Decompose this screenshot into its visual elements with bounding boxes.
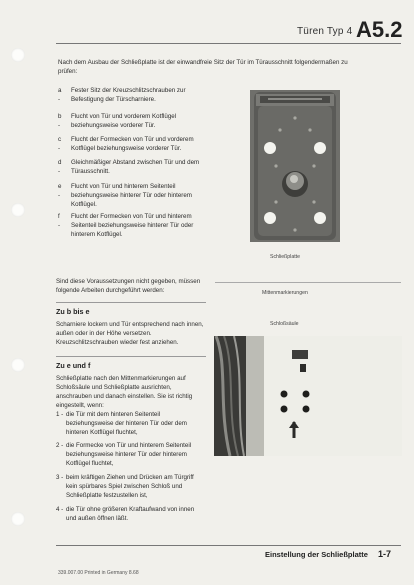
- footer-title: Einstellung der Schließplatte: [265, 550, 368, 559]
- page-number: 1-7: [378, 549, 392, 559]
- section-title: Türen Typ 4: [297, 26, 353, 37]
- list-text: Flucht der Formecken von Tür und vorderem Kotflügel beziehungsweise vorderer Tür.: [71, 136, 194, 152]
- lock-pillar-photo: [214, 336, 402, 456]
- page-header: [0, 0, 414, 50]
- section-paragraph: Schließplatte nach den Mittenmarkierungen auf Schloßsäule und Schließplatte ausrichten, anschrauben und danach einstellen. Sie ist richtig eingestellt, wenn:: [56, 375, 193, 409]
- step-number: 4 -: [56, 506, 64, 513]
- print-info: 339.007.00 Printed in Germany 8.68: [58, 570, 139, 576]
- step-number: 3 -: [56, 474, 64, 481]
- section-divider: [56, 302, 206, 303]
- section-code: A5.2: [356, 17, 403, 42]
- list-marker: c -: [58, 136, 62, 152]
- list-marker: a -: [58, 87, 62, 103]
- step-text: beim kräftigen Ziehen und Drücken am Türgriff kein spürbares Spiel zwischen Schloß und Schließplatte festzustellen ist,: [66, 474, 194, 499]
- list-text: Flucht von Tür und vorderem Kotflügel beziehungsweise vorderer Tür.: [71, 113, 177, 129]
- list-marker: f -: [58, 213, 61, 229]
- intro-paragraph: Nach dem Ausbau der Schließplatte ist der einwandfreie Sitz der Tür im Türausschnitt folgendermaßen zu prüfen:: [58, 59, 348, 75]
- list-marker: b -: [58, 113, 62, 129]
- header-divider: [56, 43, 401, 44]
- step-text: die Tür ohne größeren Kraftaufwand von innen und außen öffnen läßt.: [66, 506, 195, 522]
- list-text: Fester Sitz der Kreuzschlitzschrauben zur Befestigung der Türscharniere.: [71, 87, 186, 103]
- punch-hole: [11, 512, 25, 526]
- step-text: die Tür mit dem hinteren Seitenteil beziehungsweise der hinteren Tür oder dem hinteren Kotflügel fluchtet,: [66, 411, 187, 436]
- conditions-paragraph: Sind diese Voraussetzungen nicht gegeben, müssen folgende Arbeiten durchgeführt werden:: [56, 278, 201, 294]
- footer-divider: [56, 545, 401, 546]
- punch-hole: [11, 48, 25, 62]
- list-marker: e -: [58, 183, 62, 199]
- section-paragraph: Scharniere lockern und Tür entsprechend nach innen, außen oder in der Höhe versetzen. Kreuzschlitzschrauben wieder fest anziehen.: [56, 321, 204, 346]
- section-divider: [56, 356, 206, 357]
- list-marker: d -: [58, 159, 62, 175]
- section-heading: Zu b bis e: [56, 307, 90, 316]
- center-marks-caption: Mittenmarkierungen: [262, 290, 308, 296]
- punch-hole: [11, 358, 25, 372]
- list-text: Flucht von Tür und hinterem Seitenteil beziehungsweise hinterer Tür oder hinterem Kotflügel.: [71, 183, 192, 208]
- step-text: die Formecke von Tür und hinterem Seitenteil beziehungsweise hinterer Tür oder hinterem Kotflügel fluchtet,: [66, 442, 192, 467]
- plate-caption: Schließplatte: [270, 254, 300, 260]
- section-heading: Zu e und f: [56, 361, 91, 370]
- list-text: Gleichmäßiger Abstand zwischen Tür und dem Türausschnitt.: [71, 159, 200, 175]
- step-number: 2 -: [56, 442, 64, 449]
- pillar-caption: Schloßsäule: [270, 321, 299, 327]
- figure-divider: [215, 282, 401, 283]
- punch-hole: [11, 203, 25, 217]
- striker-plate-photo: [250, 90, 340, 242]
- list-text: Flucht der Formecken von Tür und hinterem Seitenteil beziehungsweise hinterer Tür oder hinterem Kotflügel.: [71, 213, 194, 238]
- step-number: 1 -: [56, 411, 64, 418]
